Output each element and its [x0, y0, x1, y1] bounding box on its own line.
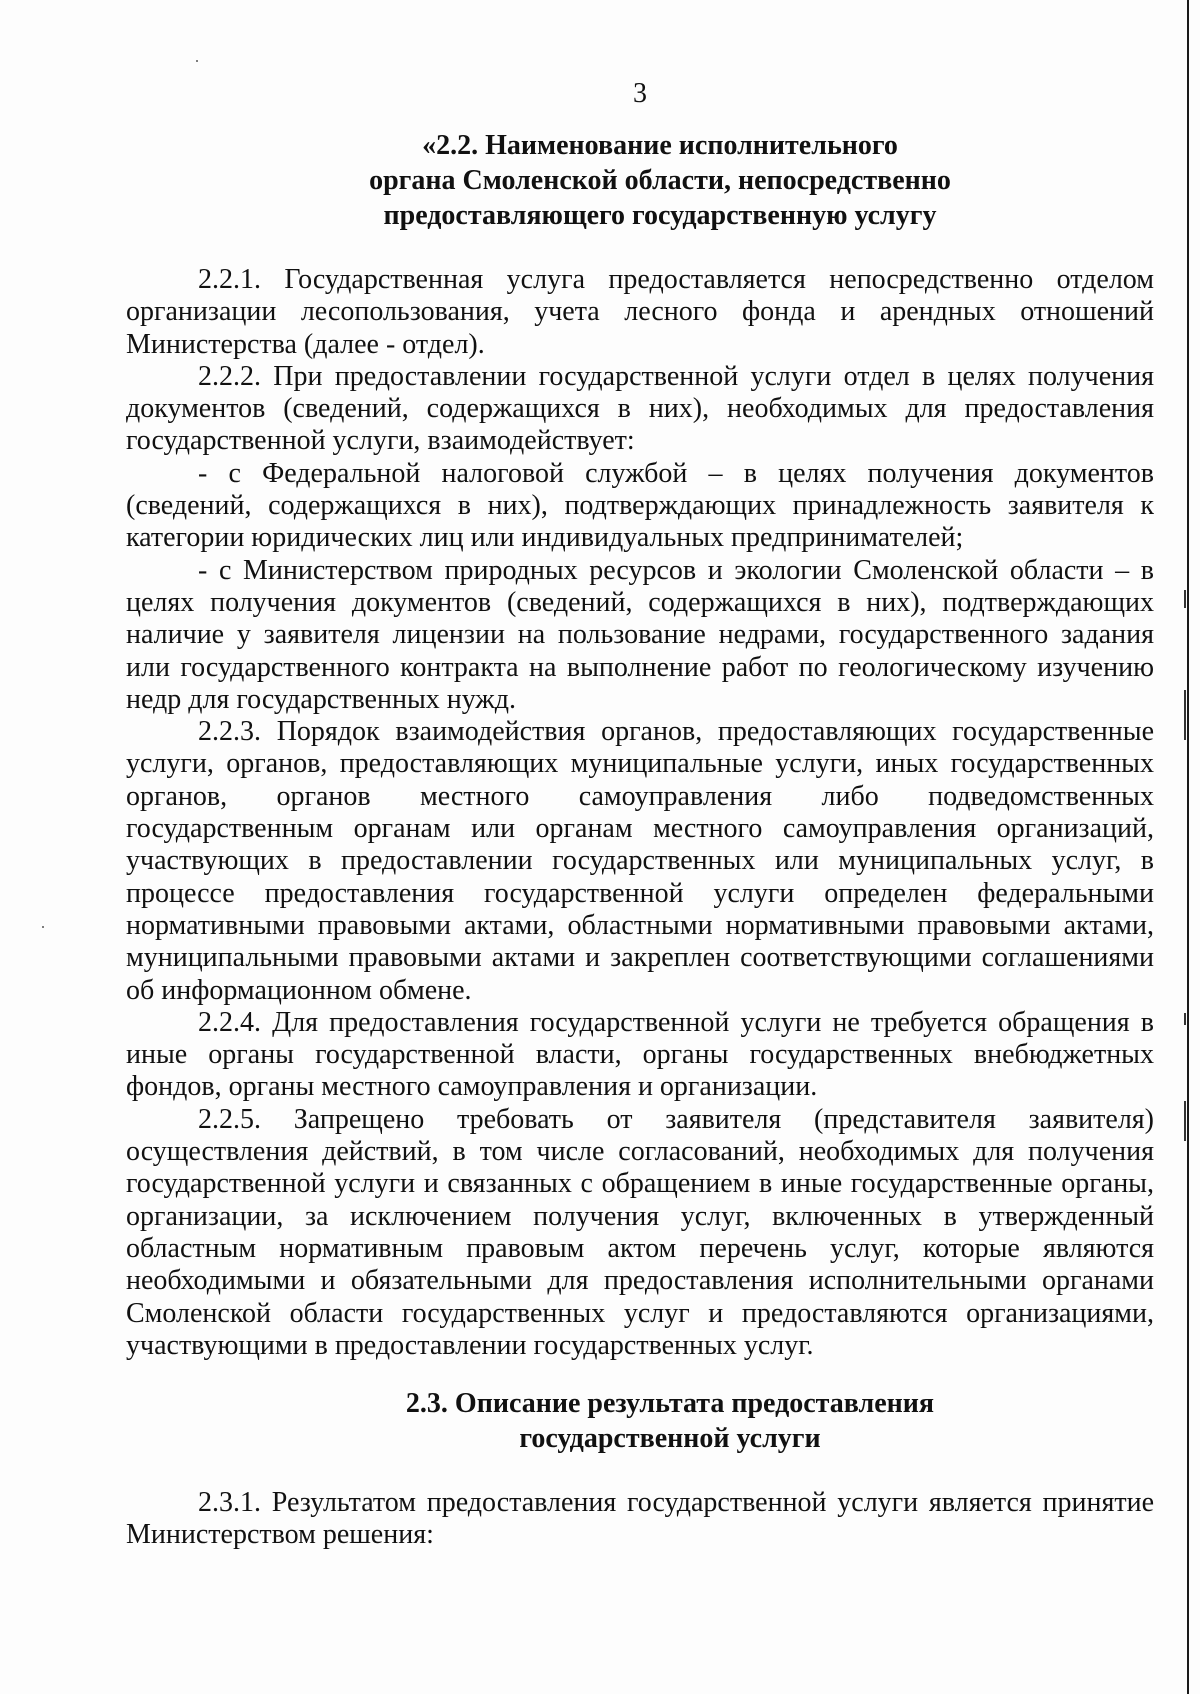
section-2-2-body: [126, 264, 1154, 1362]
heading-line: государственной услуги: [519, 1423, 821, 1454]
scan-mark: [1184, 590, 1186, 608]
heading-line: «2.2. Наименование исполнительного: [422, 130, 898, 161]
paragraph-2-2-2: 2.2.2. При предоставлении государственной услуги отдел в целях получения документов (сведений, содержащихся в них), необходимых для предоставления государственной услуги, взаимодействует:: [126, 360, 1154, 457]
page-number: 3: [633, 78, 647, 109]
section-2-3-heading: [320, 1386, 1020, 1456]
paragraph-2-3-1: 2.3.1. Результатом предоставления государственной услуги является принятие Министерством решения:: [126, 1487, 1154, 1551]
list-item-natural-resources-ministry: - с Министерством природных ресурсов и экологии Смоленской области – в целях получения документов (сведений, содержащихся в них), подтверждающих наличие у заявителя лицензии на пользование недрами, государственного задания или государственного контракта на выполнение работ по геологическому изучению недр для государственных нужд.: [126, 554, 1154, 715]
paragraph-2-2-3: 2.2.3. Порядок взаимодействия органов, предоставляющих государственные услуги, органов, предоставляющих муниципальные услуги, иных государственных органов, органов местного самоуправления либо подведомственных государственным органам или органам местного самоуправления организаций, участвующих в предоставлении государственных или муниципальных услуг, в процессе предоставления государственной услуги определен федеральными нормативными правовыми актами, областными нормативными правовыми актами, муниципальными правовыми актами и закреплен соответствующими соглашениями об информационном обмене.: [126, 716, 1154, 1006]
scan-mark: [1184, 690, 1186, 740]
scan-mark: [1184, 1101, 1186, 1141]
section-2-2-heading: [360, 128, 960, 233]
heading-line: 2.3. Описание результата предоставления: [405, 1388, 935, 1419]
scan-speck: [196, 60, 198, 62]
scan-mark: [1184, 1013, 1186, 1025]
scan-edge-line: [1187, 0, 1189, 1694]
paragraph-2-2-4: 2.2.4. Для предоставления государственной услуги не требуется обращения в иные органы государственной власти, органы государственных внебюджетных фондов, органы местного самоуправления и организации.: [126, 1006, 1154, 1103]
paragraph-2-2-5: 2.2.5. Запрещено требовать от заявителя (представителя заявителя) осуществления действий, в том числе согласований, необходимых для получения государственной услуги и связанных с обращением в иные государственные органы, организации, за исключением получения услуг, включенных в утвержденный областным нормативным правовым актом перечень услуг, которые являются необходимыми и обязательными для предоставления исполнительными органами Смоленской области государственных услуг и предоставляются организациями, участвующими в предоставлении государственных услуг.: [126, 1103, 1154, 1361]
scan-speck: [42, 926, 44, 928]
heading-line: органа Смоленской области, непосредственно: [369, 165, 951, 196]
heading-line: предоставляющего государственную услугу: [383, 200, 937, 231]
paragraph-2-2-1: 2.2.1. Государственная услуга предоставляется непосредственно отделом организации лесопользования, учета лесного фонда и арендных отношений Министерства (далее - отдел).: [126, 264, 1154, 360]
section-2-3-body: [126, 1487, 1154, 1552]
list-item-tax-service: - с Федеральной налоговой службой – в целях получения документов (сведений, содержащихся в них), подтверждающих принадлежность заявителя к категории юридических лиц или индивидуальных предпринимателей;: [126, 457, 1154, 554]
